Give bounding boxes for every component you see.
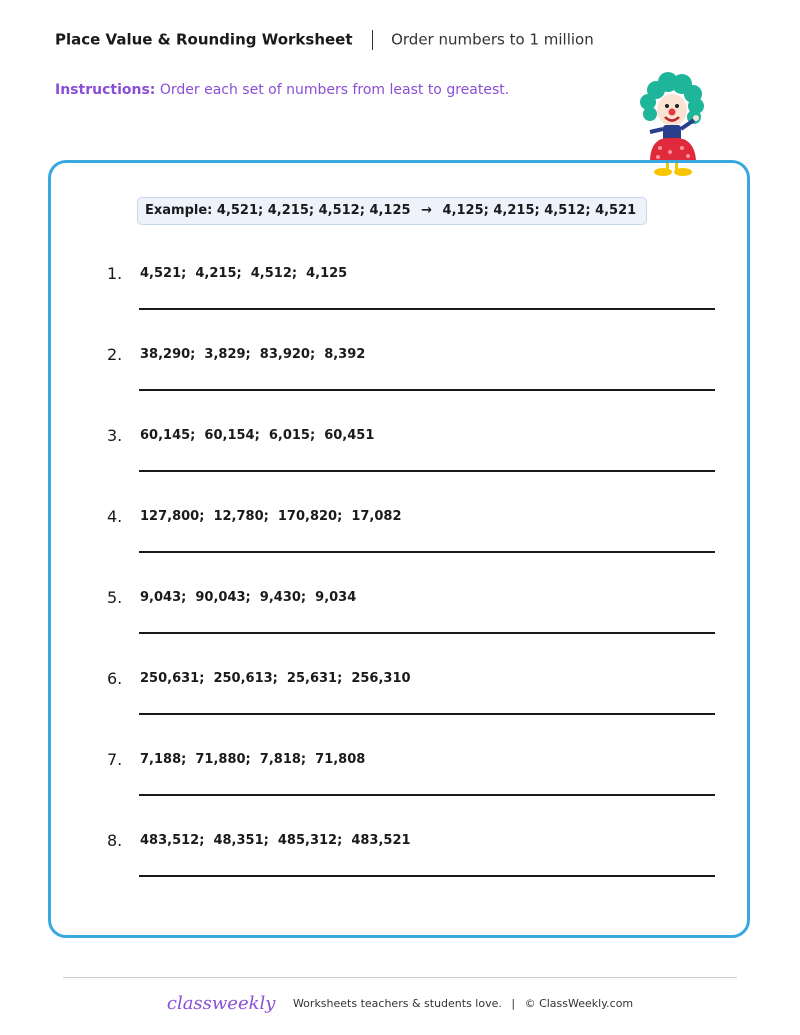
answer-line[interactable]	[139, 470, 715, 472]
question-number: 5.	[107, 588, 123, 607]
question-number: 1.	[107, 264, 123, 283]
footer-tagline: Worksheets teachers & students love.	[292, 997, 502, 1010]
worksheet-title: Place Value & Rounding Worksheet	[55, 30, 353, 49]
example-label: Example:	[145, 203, 213, 218]
instructions	[55, 82, 509, 98]
instructions-label: Instructions:	[55, 82, 156, 98]
footer	[0, 993, 800, 1014]
footer-divider	[63, 977, 737, 978]
question-8	[0, 831, 800, 901]
example-answer: 4,125; 4,215; 4,512; 4,521	[442, 203, 637, 218]
number-set: 60,145; 60,154; 6,015; 60,451	[140, 428, 375, 443]
example-given: 4,521; 4,215; 4,512; 4,125	[216, 203, 411, 218]
number-set: 127,800; 12,780; 170,820; 17,082	[140, 509, 402, 524]
header-divider	[372, 30, 373, 50]
footer-copyright: © ClassWeekly.com	[524, 997, 634, 1010]
arrow-icon: →	[421, 203, 432, 218]
question-4	[0, 507, 800, 577]
brand-logo: classweekly	[166, 993, 276, 1014]
number-set: 7,188; 71,880; 7,818; 71,808	[140, 752, 366, 767]
question-number: 6.	[107, 669, 123, 688]
number-set: 4,521; 4,215; 4,512; 4,125	[140, 266, 348, 281]
answer-line[interactable]	[139, 308, 715, 310]
question-1	[0, 264, 800, 334]
question-6	[0, 669, 800, 739]
question-2	[0, 345, 800, 415]
answer-line[interactable]	[139, 713, 715, 715]
number-set: 38,290; 3,829; 83,920; 8,392	[140, 347, 366, 362]
question-number: 2.	[107, 345, 123, 364]
question-5	[0, 588, 800, 658]
worksheet-header	[55, 30, 594, 50]
footer-separator: |	[511, 997, 516, 1010]
question-7	[0, 750, 800, 820]
question-number: 7.	[107, 750, 123, 769]
answer-line[interactable]	[139, 632, 715, 634]
number-set: 9,043; 90,043; 9,430; 9,034	[140, 590, 357, 605]
number-set: 250,631; 250,613; 25,631; 256,310	[140, 671, 411, 686]
number-set: 483,512; 48,351; 485,312; 483,521	[140, 833, 411, 848]
worksheet-subtitle: Order numbers to 1 million	[391, 30, 594, 49]
question-3	[0, 426, 800, 496]
answer-line[interactable]	[139, 794, 715, 796]
question-number: 3.	[107, 426, 123, 445]
answer-line[interactable]	[139, 389, 715, 391]
answer-line[interactable]	[139, 551, 715, 553]
instructions-text: Order each set of numbers from least to greatest.	[159, 82, 510, 98]
question-number: 4.	[107, 507, 123, 526]
answer-line[interactable]	[139, 875, 715, 877]
question-number: 8.	[107, 831, 123, 850]
example-box	[137, 197, 647, 225]
